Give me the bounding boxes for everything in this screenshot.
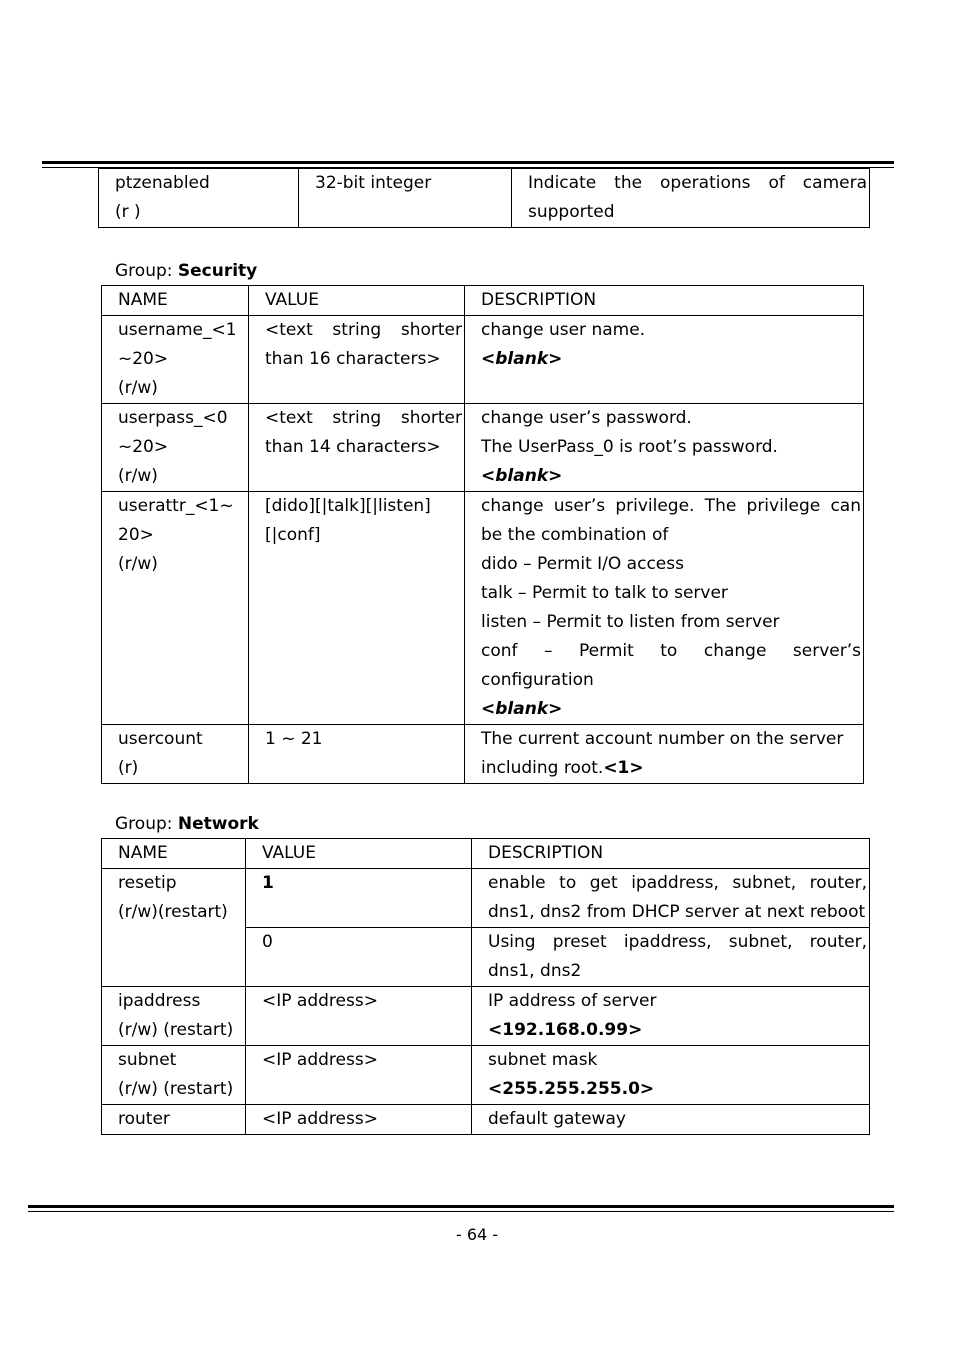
param-desc-cell	[465, 725, 864, 784]
param-access: (r )	[115, 202, 141, 222]
param-desc-cell: Indicate the operations of camera supported	[512, 169, 870, 228]
header-description: DESCRIPTION	[465, 286, 864, 316]
network-table	[101, 838, 870, 1135]
group-heading-security	[115, 259, 257, 283]
param-desc: The current account number on the server including root.	[481, 729, 844, 778]
table-row	[102, 492, 864, 725]
param-name-cell	[102, 492, 249, 725]
group-prefix: Group:	[115, 261, 178, 281]
param-name: ~20>	[118, 437, 169, 457]
table-row	[102, 869, 870, 928]
table-row	[99, 169, 870, 228]
param-name: ~20>	[118, 349, 169, 369]
security-table	[101, 285, 864, 784]
param-value: [|conf]	[265, 525, 321, 545]
param-desc: change user name.	[481, 320, 646, 340]
param-name-cell	[102, 869, 246, 987]
param-name-cell	[102, 316, 249, 404]
param-default: <blank>	[481, 349, 563, 369]
table-header-row	[102, 839, 870, 869]
param-desc: IP address of server	[488, 991, 657, 1011]
param-name: ipaddress	[118, 991, 201, 1011]
param-value-cell: 1 ~ 21	[249, 725, 465, 784]
table-row	[102, 316, 864, 404]
param-value-cell: 1	[246, 869, 472, 928]
param-name-cell	[102, 1046, 246, 1105]
table-row	[102, 725, 864, 784]
param-name: username_<1	[118, 320, 237, 340]
param-desc: subnet mask	[488, 1050, 598, 1070]
param-name: 20>	[118, 525, 154, 545]
param-default: <1>	[603, 758, 644, 778]
group-heading-network	[115, 812, 259, 836]
param-name: subnet	[118, 1050, 177, 1070]
param-access: (r/w)	[118, 466, 158, 486]
param-name: userpass_<0	[118, 408, 228, 428]
param-name: router	[118, 1109, 170, 1129]
param-desc-cell: default gateway	[472, 1105, 870, 1135]
param-desc-cell	[465, 404, 864, 492]
param-value-cell: <IP address>	[246, 987, 472, 1046]
param-name-cell	[102, 1105, 246, 1135]
param-access: (r/w)	[118, 554, 158, 574]
header-value: VALUE	[246, 839, 472, 869]
group-prefix: Group:	[115, 814, 178, 834]
param-name-cell	[102, 725, 249, 784]
param-desc-cell: Using preset ipaddress, subnet, router, dns1, dns2	[472, 928, 870, 987]
param-access: (r)	[118, 758, 139, 778]
group-name: Network	[177, 814, 259, 834]
param-access: (r/w)	[118, 378, 158, 398]
header-rule	[42, 161, 894, 168]
param-name: ptzenabled	[115, 173, 210, 193]
header-value: VALUE	[249, 286, 465, 316]
param-value-cell: <IP address>	[246, 1046, 472, 1105]
group-name: Security	[177, 261, 258, 281]
footer-rule	[28, 1205, 894, 1212]
param-desc-cell: enable to get ipaddress, subnet, router, dns1, dns2 from DHCP server at next reboot	[472, 869, 870, 928]
param-desc: dido – Permit I/O access	[481, 554, 684, 574]
table-header-row	[102, 286, 864, 316]
page-number: - 64 -	[455, 1225, 499, 1244]
table-row	[102, 987, 870, 1046]
param-desc-cell	[472, 1046, 870, 1105]
header-name: NAME	[102, 286, 249, 316]
param-access: (r/w) (restart)	[118, 1020, 234, 1040]
param-name-cell	[102, 987, 246, 1046]
param-desc: listen – Permit to listen from server	[481, 612, 780, 632]
param-name: usercount	[118, 729, 203, 749]
param-name-cell	[99, 169, 299, 228]
param-desc-cell	[472, 987, 870, 1046]
param-name-cell	[102, 404, 249, 492]
header-name: NAME	[102, 839, 246, 869]
param-value-cell: 0	[246, 928, 472, 987]
param-access: (r/w)(restart)	[118, 902, 228, 922]
param-desc: The UserPass_0 is root’s password.	[481, 437, 778, 457]
param-value-cell: 32-bit integer	[299, 169, 512, 228]
table-row	[102, 1046, 870, 1105]
param-desc-cell	[465, 492, 864, 725]
header-description: DESCRIPTION	[472, 839, 870, 869]
param-name: userattr_<1~	[118, 496, 234, 516]
param-desc: change user’s privilege. The privilege can be the combination of	[481, 496, 861, 545]
param-name: resetip	[118, 873, 177, 893]
param-desc: talk – Permit to talk to server	[481, 583, 728, 603]
ptz-table	[98, 168, 870, 228]
param-value-cell	[249, 492, 465, 725]
param-desc: change user’s password.	[481, 408, 692, 428]
param-value-cell: <IP address>	[246, 1105, 472, 1135]
param-value: [dido][|talk][|listen]	[265, 496, 431, 516]
param-default: <255.255.255.0>	[488, 1079, 655, 1099]
param-access: (r/w) (restart)	[118, 1079, 234, 1099]
param-desc-cell	[465, 316, 864, 404]
table-row	[102, 404, 864, 492]
param-default: <blank>	[481, 699, 563, 719]
param-value-cell: <text string shorter than 16 characters>	[249, 316, 465, 404]
param-desc: conf – Permit to change server’s configuration	[481, 641, 861, 690]
param-default: <192.168.0.99>	[488, 1020, 643, 1040]
param-value-cell: <text string shorter than 14 characters>	[249, 404, 465, 492]
table-row	[102, 1105, 870, 1135]
param-default: <blank>	[481, 466, 563, 486]
